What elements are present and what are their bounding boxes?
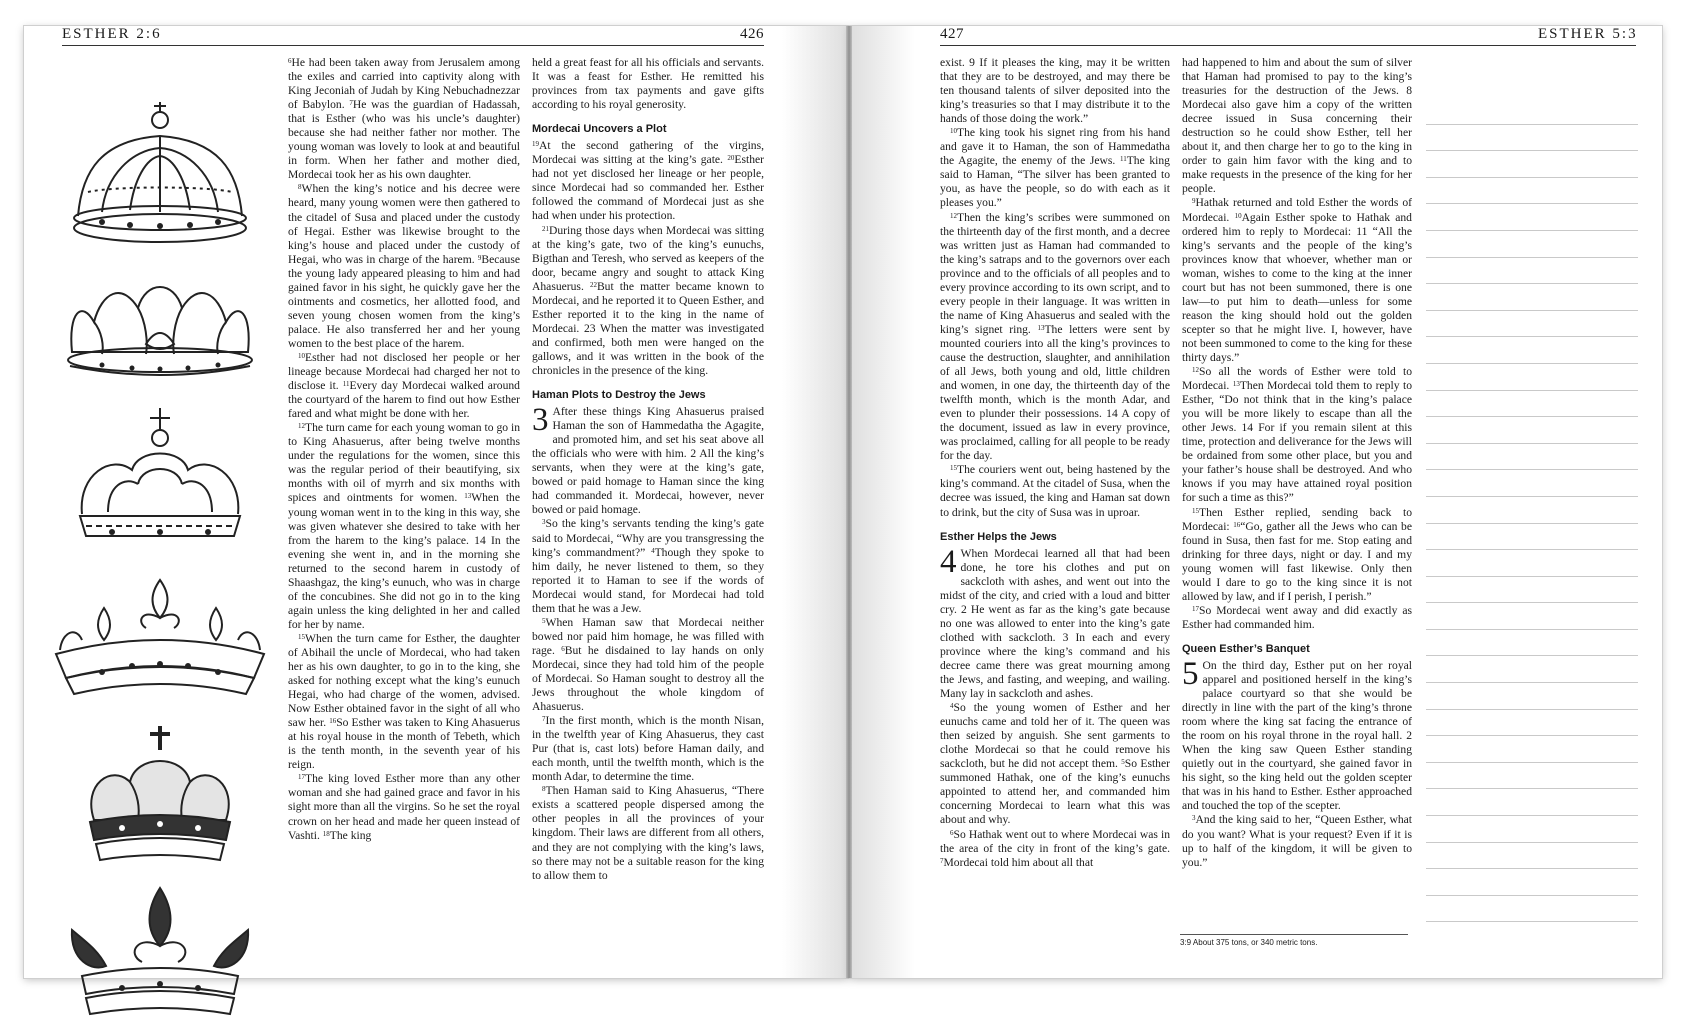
verse-text: Mordecai told him about all that [943, 855, 1094, 869]
verse-text: So Hathak went out to where Mordecai was in the area of the city in front of the king’s gate. [940, 827, 1170, 855]
verse-text: So Esther was taken to King Ahasuerus at his royal house in the month of Tebeth, which is the tenth month, in the seventh year of his reign. [288, 716, 520, 772]
journal-line [1426, 683, 1638, 710]
section-heading: Queen Esther’s Banquet [1182, 642, 1310, 655]
verse-text: Then Mordecai told them to reply to Esther, “Do not think that in the king’s palace you will be more likely to escape than all the other Jews. 14 For if you remain silent at this time, protection and deliverance for the Jews will be ordained from some other place, but you and your father’s house shall be destroyed. And who knows if you may have attained royal position for such a time as this?” [1182, 379, 1412, 505]
verse-number: 16 [329, 717, 337, 726]
verse-number: 20 [727, 154, 735, 163]
verse-text: The king said to Haman, “The silver has been granted to you, as have the people, so do with each as it pleases you.” [940, 154, 1170, 210]
page-number-right: 427 [940, 26, 964, 42]
footnote-rule [1180, 934, 1408, 935]
running-head-left: ESTHER 2:6 [62, 26, 162, 42]
journal-line [1426, 736, 1638, 763]
journal-line [1426, 151, 1638, 178]
verse-text: Again Esther spoke to Hathak and ordered him to reply to Mordecai: 11 “All the king’s servants and the people of the king’s provinces know that whoever, whether man or woman, wishes to come to the king at the inner court but has not been summoned, there is one law—to put him to death—unless for some reason the king should hold out the golden scepter so that he might live. I, however, have not been summoned to come to the king for these thirty days.” [1182, 210, 1412, 364]
verse-paragraph [1182, 604, 1412, 632]
verse-paragraph [532, 224, 764, 379]
verse-text: Because the young lady appeared pleasing to him and had gained favor in his sight, he quickly gave her the ointments and cosmetics, her allotted food, and seven young chosen women from the king’s palace. He also transferred her and her young women to the best place of the harem. [288, 252, 520, 350]
paragraph: had happened to him and about the sum of silver that Haman had promised to pay to the king’s treasuries for the destruction of the Jews. 8 Mordecai also gave him a copy of the written decree issued in Susa concerning their destruction so he could show Esther, tell her about it, and then charge her to go to the king in order to gain him favor with the king and to make requests in the presence of the king for her people. [1182, 56, 1412, 196]
verse-number: 18 [322, 829, 330, 838]
verse-text: When the turn came for Esther, the daughter of Abihail the uncle of Mordecai, who had taken her as his own daughter, to go in to the king, she asked for nothing except what the king’s eunuch Hegai, who had charge of the women, advised. Now Esther obtained favor in the sight of all who saw her. [288, 631, 520, 730]
text-column-right-1 [940, 56, 1170, 948]
verse-number: 6 [950, 828, 954, 837]
verse-text: So the king’s servants tending the king’s gate said to Mordecai, “Why are you transgressing the king’s commandment?” [532, 517, 764, 559]
journal-line [1426, 656, 1638, 683]
verse-paragraph [288, 421, 520, 632]
journal-line [1426, 258, 1638, 285]
crown-icon [42, 880, 278, 1030]
header-rule-left [62, 45, 764, 46]
verse-number: 9 [477, 253, 482, 262]
chapter-paragraph [940, 543, 1170, 702]
journal-line [1426, 843, 1638, 870]
crown-icon [42, 100, 278, 250]
verse-paragraph [1182, 813, 1412, 869]
verse-text: The turn came for each young woman to go in to King Ahasuerus, after being twelve months under the regulations for the women, since this was the regular period of their beautifying, six months with oil of myrrh and six months with spices and ointments for women. [288, 421, 520, 505]
verse-number: 10 [950, 127, 957, 136]
verse-number: 9 [1192, 197, 1196, 206]
verse-text: He had been taken away from Jerusalem among the exiles and carried into captivity along with King Jeconiah of Judah by King Nebuchadnezzar of Babylon. [288, 56, 520, 112]
paragraph: exist. 9 If it pleases the king, may it be written that they are to be destroyed, and may there be ten thousand talents of silver deposited into the king’s treasuries so that I may distribute it to the hands of those doing the work.” [940, 56, 1170, 126]
verse-text: The letters were sent by mounted couriers into all the king’s provinces to cause the destruction, slaughter, and annihilation of all Jews, both young and old, little children and women, in one day, the thirteenth day of the twelfth month, which is the month Adar, and even to plunder their possessions. 14 A copy of the document, issued as law in every province, was proclaimed, calling for all people to be ready for the day. [940, 322, 1170, 463]
journal-line [1426, 125, 1638, 152]
verse-paragraph [940, 126, 1170, 210]
chapter-paragraph [1182, 655, 1412, 814]
crown-icon [42, 404, 278, 554]
verse-text: When the king’s notice and his decree were heard, many young women were then gathered to the citadel of Susa and placed under the custody of Hegai. Esther was likewise brought to the king’s house and placed under the custody of Hegai, who was in charge of the harem. [288, 182, 520, 266]
header-rule-right [940, 45, 1636, 46]
journal-line [1426, 710, 1638, 737]
chapter-number: 4 [940, 543, 957, 580]
verse-number: 7 [349, 99, 353, 108]
crown-icon [42, 724, 278, 874]
journal-line [1426, 630, 1638, 657]
verse-number: 4 [651, 546, 655, 555]
journal-line [1426, 417, 1638, 444]
verse-number: 15 [950, 464, 957, 473]
verse-number: 10 [1234, 211, 1242, 220]
verse-paragraph [288, 632, 520, 772]
verse-text: But he disdained to lay hands on only Mordecai, since they had told him of the people of Mordecai. So Haman sought to destroy all the Jews throughout the whole kingdom of Ahasuerus. [532, 643, 764, 714]
journal-line [1426, 98, 1638, 125]
verse-text: So all the words of Esther were told to Mordecai. [1182, 365, 1412, 393]
verse-paragraph [288, 772, 520, 842]
verse-number: 15 [1192, 506, 1199, 515]
verse-paragraph [288, 182, 520, 351]
chapter-number: 5 [1182, 655, 1199, 692]
verse-number: 4 [950, 702, 954, 711]
verse-number: 22 [589, 280, 597, 289]
verse-paragraph [1182, 196, 1412, 365]
journal-line [1426, 337, 1638, 364]
verse-text: And the king said to her, “Queen Esther, what do you want? What is your request? Even if it is up to half of the kingdom, it will be given to you.” [1182, 813, 1412, 869]
verse-number: 12 [298, 422, 305, 431]
verse-text: Then the king’s scribes were summoned on the thirteenth day of the first month, and a decree was written just as Haman had commanded to the king’s satraps and to the governors over each province and to the officials of all peoples and to every province according to its own script, and to every people in their language. It was written in the name of King Ahasuerus and sealed with the king’s signet ring. [940, 210, 1170, 336]
verse-text: Then Haman said to King Ahasuerus, “There exists a scattered people dispersed among the other peoples in all the provinces of your kingdom. Their laws are different from all others, and they are not complying with the king’s laws, so there may not be a suitable reason for the king to allow them to [532, 784, 764, 882]
verse-text: So the young women of Esther and her eunuchs came and told her of it. The queen was then seized by anguish. She sent garments to clothe Mordecai so that he could remove his sackcloth, but he did not accept them. [940, 701, 1170, 771]
verse-number: 16 [1233, 520, 1241, 529]
journal-line [1426, 497, 1638, 524]
verse-paragraph [288, 351, 520, 421]
verse-text: So Esther summoned Hathak, one of the king’s eunuchs appointed to attend her, and commanded him concerning Mordecai to learn what this was about and why. [940, 757, 1170, 827]
crown-icon [42, 562, 278, 712]
verse-number: 5 [542, 616, 546, 625]
journal-line [1426, 869, 1638, 896]
verse-number: 7 [940, 856, 944, 865]
verse-number: 21 [542, 224, 549, 233]
verse-number: 8 [298, 183, 302, 192]
verse-text: When Haman saw that Mordecai neither bowed nor paid him homage, he was filled with rage. [532, 615, 764, 657]
page-number-left: 426 [740, 26, 764, 42]
verse-text: In the first month, which is the month Nisan, in the twelfth year of King Ahasuerus, they cast Pur (that is, cast lots) before Haman daily, and each month, until the twelfth month, which is the month Adar, to determine the time. [532, 714, 764, 784]
verse-text: Esther had not disclosed her people or her lineage because Mordecai had charged her not to disclose it. [288, 350, 520, 393]
verse-paragraph [940, 828, 1170, 870]
verse-number: 15 [298, 632, 305, 641]
verse-number: 13 [1232, 380, 1240, 389]
verse-number: 12 [1192, 366, 1199, 375]
text-column-left-2 [532, 56, 764, 938]
verse-paragraph [940, 701, 1170, 827]
verse-paragraph [940, 463, 1170, 519]
section-heading: Esther Helps the Jews [940, 530, 1057, 543]
verse-paragraph [940, 211, 1170, 464]
verse-paragraph [532, 784, 764, 882]
journal-line [1426, 364, 1638, 391]
journal-line [1426, 311, 1638, 338]
verse-text: The king loved Esther more than any other woman and she had gained grace and favor in his sight more than all the virgins. So he set the royal crown on her head and made her queen instead of Vashti. [288, 772, 520, 842]
journal-line [1426, 284, 1638, 311]
journal-line [1426, 816, 1638, 843]
verse-number: 13 [464, 492, 472, 501]
verse-number: 6 [561, 644, 565, 653]
chapter-paragraph [532, 402, 764, 517]
verse-paragraph [1182, 506, 1412, 604]
journal-line [1426, 470, 1638, 497]
verse-text: The couriers went out, being hastened by the king’s command. At the citadel of Susa, when the decree was issued, the king and Haman sat down to drink, but the city of Susa was in uproar. [940, 463, 1170, 519]
journal-line [1426, 603, 1638, 630]
crown-icon [42, 262, 278, 392]
verse-number: 6 [288, 57, 292, 65]
journal-line [1426, 763, 1638, 790]
verse-text: “Go, gather all the Jews who can be found in Susa, then fast for me. Stop eating and drinking for three days, night or day. I and my young women will fast likewise. Only then would I dare to go to the king since it is not allowed by law, and if I perish, I perish.” [1182, 519, 1412, 603]
verse-number: 12 [950, 211, 957, 220]
verse-paragraph [532, 616, 764, 714]
journal-line [1426, 524, 1638, 551]
verse-paragraph [288, 56, 520, 182]
verse-paragraph [532, 714, 764, 784]
journaling-lines [1426, 98, 1638, 922]
verse-text: The king took his signet ring from his hand and gave it to Haman, the son of Hammedatha the Agagite, the enemy of the Jews. [940, 126, 1170, 168]
book-spine [846, 26, 852, 978]
verse-text: After these things King Ahasuerus praised Haman the son of Hammedatha the Agagite, and promoted him, and set his seat above all the officials who were with him. 2 All the king’s servants, when they were at the king’s gate, bowed or paid homage to Haman since the king had commanded it. Mordecai, however, never bowed or paid homage. [532, 405, 764, 517]
text-column-right-2 [1182, 56, 1412, 928]
journal-line [1426, 444, 1638, 471]
section-heading: Mordecai Uncovers a Plot [532, 123, 667, 136]
verse-number: 3 [1192, 814, 1196, 823]
verse-text: Every day Mordecai walked around the courtyard of the harem to find out how Esther fared and what might be done with her. [288, 379, 520, 421]
verse-number: 17 [298, 773, 305, 782]
verse-number: 13 [1037, 323, 1045, 332]
footnote: 3:9 About 375 tons, or 340 metric tons. [1180, 938, 1318, 947]
verse-text: Then Esther replied, sending back to Mordecai: [1182, 505, 1412, 533]
verse-text: But the matter became known to Mordecai, and he reported it to Queen Esther, and Esther reported it to the king in the name of Mordecai. 23 When the matter was investigated and confirmed, both men were hanged on the gallows, and it was written in the book of the chronicles in the presence of the king. [532, 279, 764, 377]
crown-illustrations [42, 62, 278, 922]
journal-line [1426, 178, 1638, 205]
verse-text: Though they spoke to him daily, he never listened to them, so they reported it to Haman to see if the words of Mordecai would stand, for Mordecai had told them that he was a Jew. [532, 545, 764, 615]
verse-text: At the second gathering of the virgins, Mordecai was sitting at the king’s gate. [532, 139, 764, 167]
journal-line [1426, 577, 1638, 604]
verse-paragraph [532, 517, 764, 615]
paragraph: held a great feast for all his officials and servants. It was a feast for Esther. He remitted his provinces from tax payments and gave gifts according to his royal generosity. [532, 56, 764, 112]
verse-text: Esther had not yet disclosed her lineage or her people, since Mordecai had so commanded her. Esther followed the command of Mordecai just as she had when under his protection. [532, 153, 764, 223]
verse-paragraph [1182, 365, 1412, 505]
verse-number: 11 [1119, 155, 1127, 164]
verse-text: The king [329, 828, 372, 842]
running-head-right: ESTHER 5:3 [1538, 26, 1638, 42]
verse-number: 10 [298, 351, 305, 360]
verse-text: During those days when Mordecai was sitting at the king’s gate, two of the king’s eunuchs, Bigthan and Teresh, who served as keepers of the door, became angry and sought to attack King Ahasuerus. [532, 223, 764, 293]
verse-text: He was the guardian of Hadassah, that is Esther (who was his uncle’s daughter) because she had neither father nor mother. The young woman was lovely to look at and beautiful in form. When her father and mother died, Mordecai took her as his own daughter. [288, 98, 520, 182]
chapter-number: 3 [532, 402, 549, 439]
verse-text: So Mordecai went away and did exactly as Esther had commanded him. [1182, 603, 1412, 631]
verse-text: Hathak returned and told Esther the words of Mordecai. [1182, 196, 1412, 224]
verse-text: When the young woman went in to the king in this way, she was given whatever she desired to take with her from the harem to the king’s palace. 14 In the evening she went in, and in the morning she returned to the second harem in custody of Shaashgaz, the king’s eunuch, who was in charge of the concubines. She did not go in to the king again unless the king delighted in her and called for her by name. [288, 491, 520, 631]
verse-text: When Mordecai learned all that had been done, he tore his clothes and put on sackcloth with ashes, and went out into the midst of the city, and cried with a loud and bitter cry. 2 He went as far as the king’s gate because no one was allowed to enter into the king’s gate clothed with sackcloth. 3 In each and every province where the king’s command and his decree came there was great mourning among the Jews, and fasting, and weeping, and wailing. Many lay in sackcloth and ashes. [940, 546, 1170, 701]
verse-number: 7 [542, 715, 546, 724]
section-heading: Haman Plots to Destroy the Jews [532, 389, 706, 402]
journal-line [1426, 789, 1638, 816]
journal-line [1426, 896, 1638, 923]
journal-line [1426, 204, 1638, 231]
verse-text: On the third day, Esther put on her royal apparel and positioned herself in the king’s palace courtyard so that she would be directly in line with the part of the king’s throne room where the king sat facing the entrance of the room on his royal throne in the royal hall. 2 When the king saw Queen Esther standing quietly out in the courtyard, she gained favor in his sight, so the king held out the golden scepter that was in his hand to Esther. Esther approached and touched the top of the scepter. [1182, 658, 1412, 813]
text-column-left-1 [288, 56, 520, 938]
verse-number: 17 [1192, 604, 1199, 613]
journal-line [1426, 391, 1638, 418]
verse-number: 3 [542, 518, 546, 527]
journal-line [1426, 550, 1638, 577]
verse-number: 8 [542, 785, 546, 794]
verse-number: 11 [342, 380, 350, 389]
verse-paragraph [532, 139, 764, 223]
verse-number: 19 [532, 140, 539, 149]
journal-line [1426, 231, 1638, 258]
verse-number: 5 [1121, 758, 1125, 767]
